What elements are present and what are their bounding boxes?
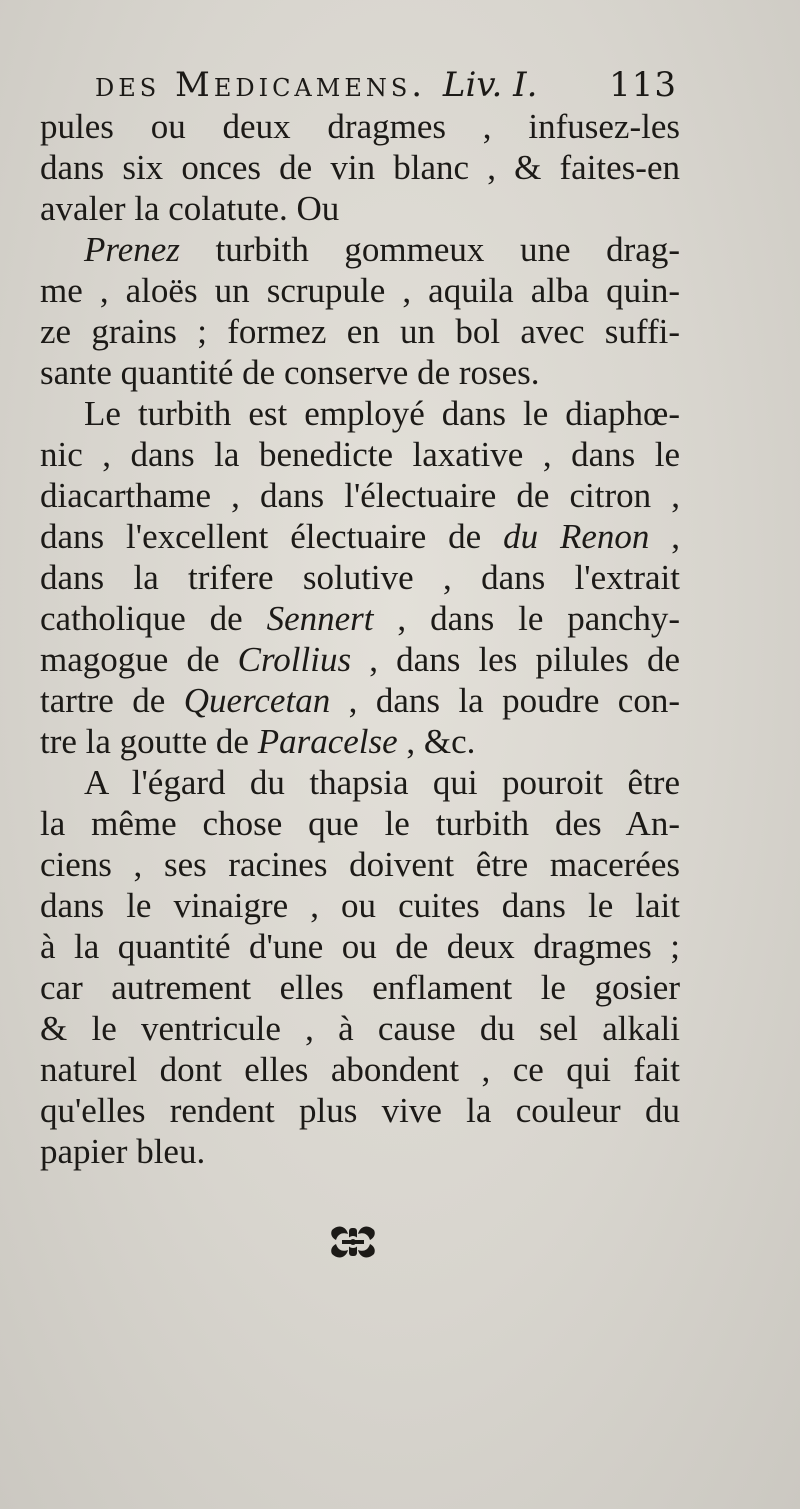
text-line xyxy=(40,1049,680,1090)
text-segment: qu'elles rendent plus vive la couleur du xyxy=(40,1091,680,1130)
text-line xyxy=(40,188,680,229)
text-line xyxy=(40,311,680,352)
text-line xyxy=(40,967,680,1008)
text-line xyxy=(40,639,680,680)
text-segment: , xyxy=(649,517,680,556)
italic-name: du Renon xyxy=(503,517,650,556)
italic-name: Paracelse xyxy=(257,722,398,761)
text-segment: Le turbith est employé dans le diaphœ- xyxy=(84,394,680,433)
text-segment: , dans les pilules de xyxy=(351,640,681,679)
text-line xyxy=(40,147,680,188)
text-line xyxy=(40,1131,680,1172)
text-segment: tartre de xyxy=(40,681,184,720)
text-line xyxy=(40,475,680,516)
text-line xyxy=(40,352,680,393)
text-segment: ciens , ses racines doivent être macerées xyxy=(40,845,680,884)
text-line xyxy=(40,721,680,762)
text-segment: dans la trifere solutive , dans l'extrait xyxy=(40,558,680,597)
text-line xyxy=(40,434,680,475)
text-segment: , dans la poudre con- xyxy=(330,681,680,720)
text-line xyxy=(40,762,680,803)
text-segment: dans le vinaigre , ou cuites dans le lait xyxy=(40,886,680,925)
italic-name: Sennert xyxy=(266,599,374,638)
text-segment: , dans le panchy- xyxy=(373,599,681,638)
text-segment: , &c. xyxy=(397,722,476,761)
text-line xyxy=(40,557,680,598)
running-head xyxy=(95,60,677,110)
text-segment: A l'égard du thapsia qui pouroit être xyxy=(84,763,680,802)
text-segment: naturel dont elles abondent , ce qui fait xyxy=(40,1050,680,1089)
body-text xyxy=(40,106,680,1172)
text-segment: dans six onces de vin blanc , & faites-en xyxy=(40,148,680,187)
text-segment: tre la goutte de xyxy=(40,722,258,761)
text-line xyxy=(40,926,680,967)
text-segment: avaler la colatute. Ou xyxy=(40,189,340,228)
page-number: 113 xyxy=(609,65,677,105)
printers-fleuron-icon xyxy=(328,1222,378,1262)
show-through-from-reverse xyxy=(60,1150,700,1370)
text-line xyxy=(40,516,680,557)
text-segment: la même chose que le turbith des An- xyxy=(40,804,680,843)
text-segment: nic , dans la benedicte laxative , dans le xyxy=(40,435,680,474)
text-line xyxy=(40,844,680,885)
text-segment: car autrement elles enflament le gosier xyxy=(40,968,680,1007)
italic-name: Quercetan xyxy=(183,681,331,720)
running-head-book: Liv. I. xyxy=(442,65,538,105)
text-segment: papier bleu. xyxy=(40,1132,206,1171)
text-segment: pules ou deux dragmes , infusez-les xyxy=(40,107,680,146)
text-line xyxy=(40,229,680,270)
text-line xyxy=(40,106,680,147)
text-line xyxy=(40,598,680,639)
text-line xyxy=(40,680,680,721)
text-line xyxy=(40,270,680,311)
text-line xyxy=(40,1008,680,1049)
text-segment: turbith gommeux une drag- xyxy=(179,230,680,269)
text-line xyxy=(40,1090,680,1131)
text-segment: dans l'excellent électuaire de xyxy=(40,517,504,556)
running-head-title: des Medicamens. xyxy=(95,65,427,105)
text-segment: diacarthame , dans l'électuaire de citron , xyxy=(40,476,680,515)
text-segment: magogue de xyxy=(40,640,238,679)
text-line xyxy=(40,803,680,844)
italic-name: Prenez xyxy=(84,230,180,269)
text-segment: sante quantité de conserve de roses. xyxy=(40,353,540,392)
text-segment: ze grains ; formez en un bol avec suffi- xyxy=(40,312,680,351)
text-segment: à la quantité d'une ou de deux dragmes ; xyxy=(40,927,680,966)
text-segment: me , aloës un scrupule , aquila alba quin- xyxy=(40,271,680,310)
text-segment: & le ventricule , à cause du sel alkali xyxy=(40,1009,680,1048)
text-line xyxy=(40,885,680,926)
text-line xyxy=(40,393,680,434)
text-segment: catholique de xyxy=(40,599,267,638)
italic-name: Crollius xyxy=(237,640,352,679)
